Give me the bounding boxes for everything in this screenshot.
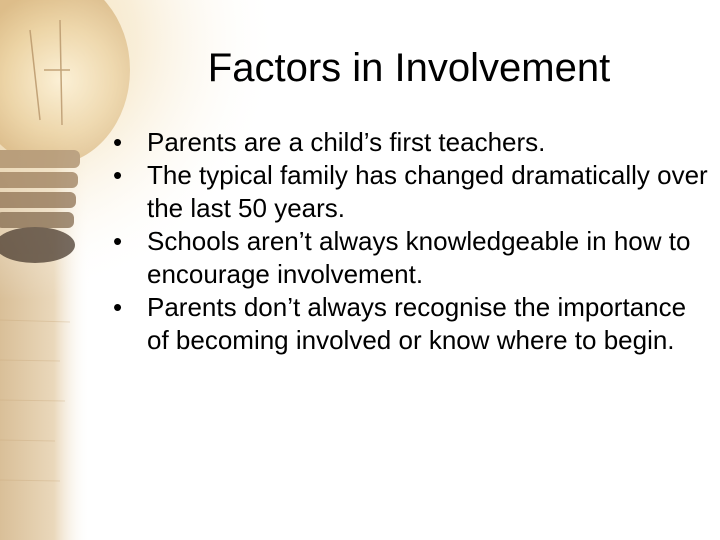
slide-title: Factors in Involvement bbox=[207, 46, 611, 90]
bullet-text: Schools aren’t always knowledgeable in how to encourage involvement. bbox=[147, 226, 691, 289]
bullet-marker: • bbox=[113, 292, 123, 322]
bullet-text: The typical family has changed dramatically over the last 50 years. bbox=[147, 160, 708, 223]
bullet-text: Parents are a child’s first teachers. bbox=[147, 127, 546, 157]
bullet-text: Parents don’t always recognise the importance of becoming involved or know where to begin. bbox=[147, 292, 687, 355]
bullet-item bbox=[113, 291, 713, 357]
bullet-item bbox=[113, 126, 713, 159]
bullet-list bbox=[113, 126, 713, 357]
bullet-item bbox=[113, 225, 713, 291]
bullet-item bbox=[113, 159, 713, 225]
bullet-marker: • bbox=[113, 127, 123, 157]
bullet-marker: • bbox=[113, 160, 123, 190]
bullet-marker: • bbox=[113, 226, 123, 256]
